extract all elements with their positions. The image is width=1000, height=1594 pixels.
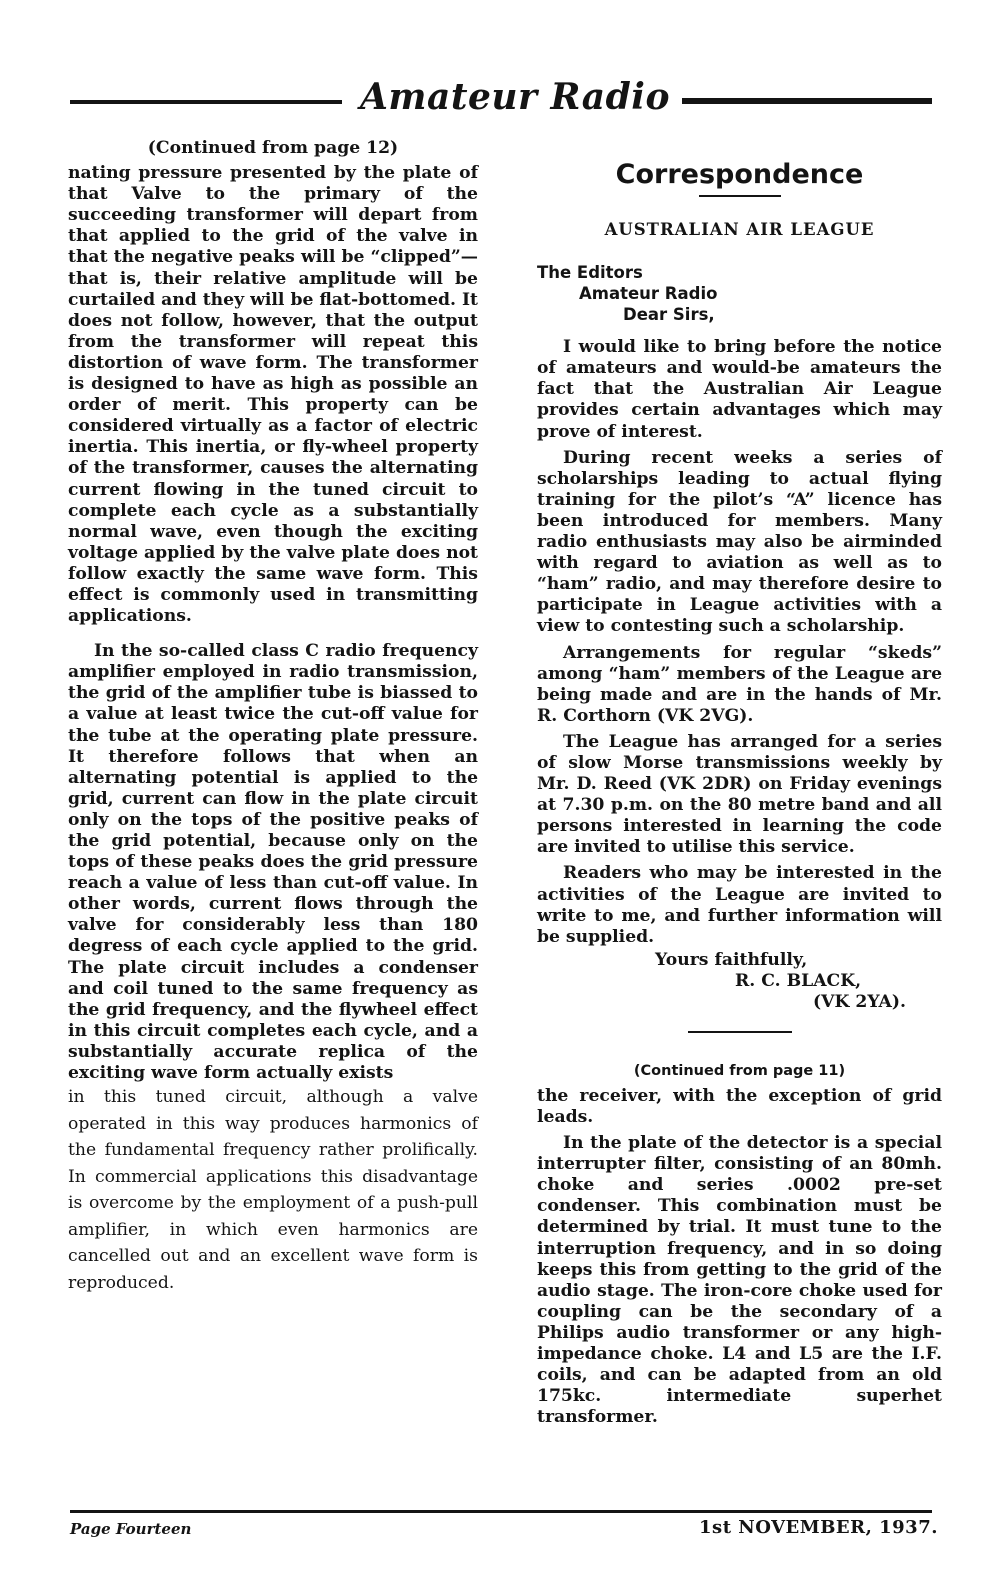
letter-paragraph: Arrangements for regular “skeds” among “ham” members of the League are being made and are in the hands of Mr. R. Corthorn (VK 2VG).	[537, 642, 942, 726]
address-line: Dear Sirs,	[623, 305, 715, 325]
page-label: Page Fourteen	[70, 1520, 192, 1538]
footer-rule	[70, 1510, 932, 1513]
signoff-line: R. C. BLACK,	[735, 970, 862, 991]
issue-date: 1st NOVEMBER, 1937.	[699, 1517, 938, 1538]
article-paragraph: in this tuned circuit, although a valve operated in this way produces harmonics of the fundamental frequency rather prolifically. In commercial applications this disadvantage is overcome by the employment of a push-pull amplifier, in which even harmonics are cancelled out and an excellent wave form is reproduced.	[68, 1087, 478, 1293]
continued-note: (Continued from page 12)	[147, 138, 399, 158]
letter-signoff	[537, 950, 942, 1013]
masthead-logo: Amateur Radio	[360, 76, 670, 118]
letter-address	[537, 262, 942, 325]
letter-paragraph: Readers who may be interested in the activities of the League are invited to write to me, and further information will be supplied.	[537, 863, 942, 947]
letter-paragraph: I would like to bring before the notice of amateurs and would-be amateurs the fact that the Australian Air League provides certain advantages which may prove of interest.	[537, 337, 942, 442]
article-paragraph: the receiver, with the exception of grid leads.	[537, 1085, 942, 1127]
letter-subheading: AUSTRALIAN AIR LEAGUE	[604, 220, 875, 240]
signoff-line: (VK 2YA).	[813, 991, 906, 1012]
right-column	[537, 134, 942, 1428]
letter-paragraph: The League has arranged for a series of slow Morse transmissions weekly by Mr. D. Reed (VK 2DR) on Friday evenings at 7.30 p.m. on the 80 metre band and all persons interested in learning the code are invited to utilise this service.	[537, 731, 942, 858]
article-paragraph: nating pressure presented by the plate of that Valve to the primary of the succeeding transformer will depart from that applied to the grid of the valve in that the negative peaks will be “clipped”—that is, their relative amplitude will be curtailed and they will be flat-bottomed. It does not follow, however, that the output from the transformer will repeat this distortion of wave form. The transformer is designed to have as high as possible an order of merit. This property can be considered virtually as a factor of electric inertia. This inertia, or fly-wheel property of the transformer, causes the alternating current flowing in the tuned circuit to complete each cycle as a substantially normal wave, even though the exciting voltage applied by the valve plate does not follow exactly the same wave form. This effect is commonly used in transmitting applications.	[68, 163, 478, 627]
article-paragraph: In the so-called class C radio frequency amplifier employed in radio transmission, the grid of the amplifier tube is biassed to a value at least twice the cut-off value for the tube at the operating plate pressure. It therefore follows that when an alternating potential is applied to the grid, current can flow in the plate circuit only on the tops of the positive peaks of the grid potential, because only on the tops of these peaks does the grid pressure reach a value of less than cut-off value. In other words, current flows through the valve for considerably less than 180 degress of each cycle applied to the grid. The plate circuit includes a condenser and coil tuned to the same frequency as the grid frequency, and the flywheel effect in this circuit completes each cycle, and a substantially accurate replica of the exciting wave form actually exists	[68, 641, 478, 1084]
section-title: Correspondence	[615, 159, 864, 190]
letter-paragraph: During recent weeks a series of scholarships leading to actual flying training for the pilot’s “A” licence has been introduced for members. Many radio enthusiasts may also be airminded with regard to aviation as well as to “ham” radio, and may therefore desire to participate in League activities with a view to contesting such a scholarship.	[537, 447, 942, 637]
section-divider	[688, 1031, 792, 1033]
title-divider	[699, 195, 781, 197]
masthead-rule-left	[70, 100, 342, 104]
continued-note: (Continued from page 11)	[633, 1062, 846, 1079]
masthead	[70, 74, 932, 124]
address-line: The Editors	[537, 263, 643, 283]
article-paragraph: In the plate of the detector is a special interrupter filter, consisting of an 80mh. choke and series .0002 pre-set condenser. This combination must be determined by trial. It must tune to the interruption frequency, and in so doing keeps this from getting to the grid of the audio stage. The iron-core choke used for coupling can be the secondary of a Philips audio transformer or any high-impedance choke. L4 and L5 are the I.F. coils, and can be adapted from an old 175kc. intermediate superhet transformer.	[537, 1133, 942, 1428]
masthead-rule-right	[682, 98, 932, 104]
address-line: Amateur Radio	[579, 284, 718, 304]
signoff-line: Yours faithfully,	[655, 949, 808, 970]
left-column	[68, 134, 478, 1296]
